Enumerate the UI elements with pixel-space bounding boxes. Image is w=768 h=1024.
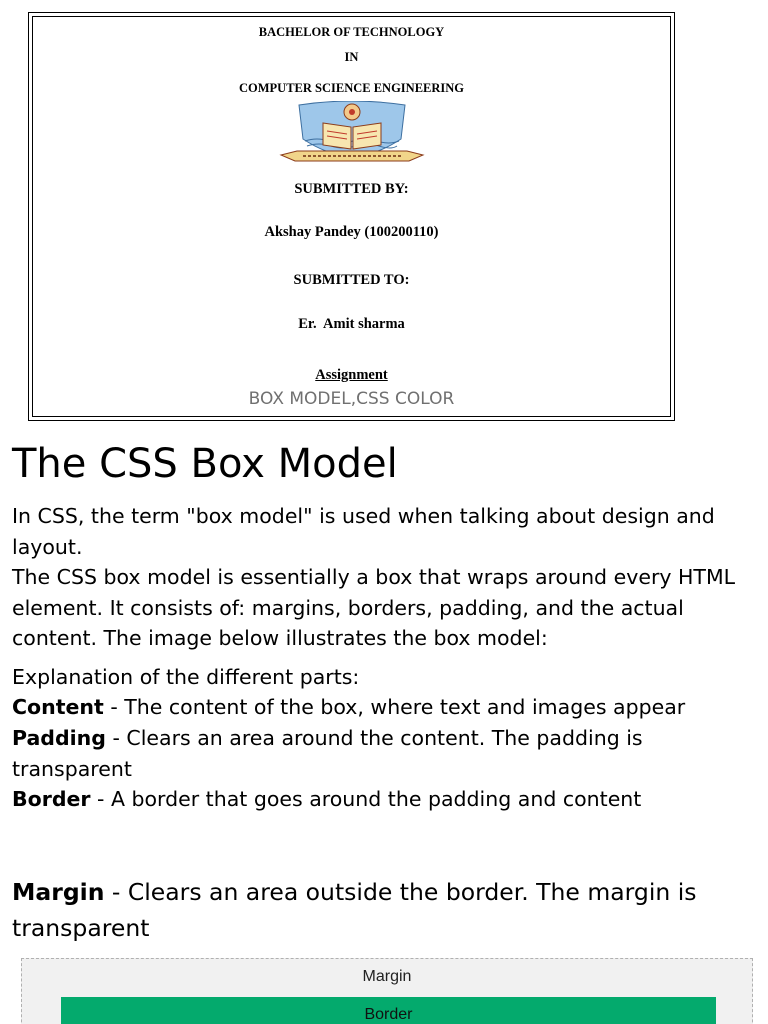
page-heading: The CSS Box Model: [12, 441, 398, 487]
in-line: IN: [344, 50, 359, 64]
part-border: [12, 784, 752, 815]
box-model-diagram: [21, 958, 753, 1024]
part-description: - The content of the box, where text and images appear: [103, 695, 686, 719]
part-term: Margin: [12, 878, 105, 906]
border-label: Border: [364, 1006, 413, 1023]
assignment-label: Assignment: [315, 367, 388, 383]
intro-paragraph-1: In CSS, the term "box model" is used when talking about design and layout.: [12, 504, 715, 559]
intro-paragraph-2: The CSS box model is essentially a box that wraps around every HTML element. It consists of: margins, borders, padding, and the actual content. The image below illustrates the box model:: [12, 565, 736, 650]
professor-name: Er. Amit sharma: [298, 316, 405, 332]
border-region: [61, 997, 716, 1024]
part-term: Content: [12, 695, 104, 719]
part-term: Border: [12, 787, 91, 811]
part-description: - Clears an area outside the border. The margin is transparent: [12, 878, 697, 942]
branch-line: COMPUTER SCIENCE ENGINEERING: [238, 81, 465, 95]
part-padding: [12, 723, 752, 784]
student-name: Akshay Pandey (100200110): [264, 224, 439, 240]
submitted-to-label: SUBMITTED TO:: [293, 272, 410, 288]
part-content: [12, 692, 752, 723]
explanation-intro: Explanation of the different parts:: [12, 665, 360, 689]
part-term: Padding: [12, 726, 106, 750]
assignment-topic: BOX MODEL,CSS COLOR: [248, 389, 455, 409]
submitted-by-label: SUBMITTED BY:: [294, 181, 409, 197]
margin-label: Margin: [362, 968, 412, 985]
university-crest-logo: [277, 101, 427, 167]
part-description: - A border that goes around the padding and content: [90, 787, 642, 811]
part-description: - Clears an area around the content. The padding is transparent: [12, 726, 643, 781]
part-margin: [12, 874, 752, 946]
title-page-frame: [28, 12, 675, 421]
degree-line: BACHELOR OF TECHNOLOGY: [258, 25, 445, 39]
title-page-inner-frame: [32, 16, 671, 417]
